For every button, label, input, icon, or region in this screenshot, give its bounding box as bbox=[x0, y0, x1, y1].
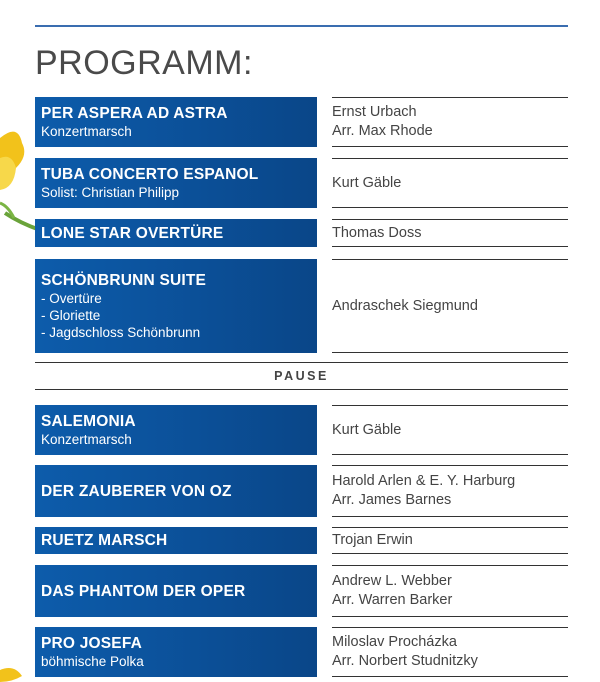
composer-line: Trojan Erwin bbox=[332, 532, 413, 548]
composer-line: Harold Arlen & E. Y. Harburg bbox=[332, 473, 516, 489]
piece-subtitle: Konzertmarsch bbox=[41, 432, 132, 447]
daffodil-icon bbox=[0, 118, 40, 248]
piece-subtitle: - Gloriette bbox=[41, 308, 101, 323]
piece-block bbox=[35, 627, 317, 677]
program-row bbox=[35, 627, 568, 677]
composer-cell bbox=[332, 527, 568, 554]
page-title: PROGRAMM: bbox=[35, 44, 253, 82]
composer-line: Kurt Gäble bbox=[332, 174, 402, 191]
piece-block bbox=[35, 219, 317, 247]
piece-title: TUBA CONCERTO ESPANOL bbox=[41, 166, 259, 183]
piece-block bbox=[35, 465, 317, 517]
program-row bbox=[35, 97, 568, 147]
piece-title: PER ASPERA AD ASTRA bbox=[41, 105, 228, 122]
piece-title: SALEMONIA bbox=[41, 413, 136, 430]
composer-cell bbox=[332, 627, 568, 677]
piece-title: LONE STAR OVERTÜRE bbox=[41, 224, 224, 242]
piece-subtitle: Konzertmarsch bbox=[41, 124, 132, 139]
program-row bbox=[35, 259, 568, 353]
composer-cell bbox=[332, 158, 568, 208]
piece-subtitle: - Overtüre bbox=[41, 291, 102, 306]
piece-block bbox=[35, 97, 317, 147]
piece-title: DAS PHANTOM DER OPER bbox=[41, 582, 246, 600]
piece-title: SCHÖNBRUNN SUITE bbox=[41, 272, 207, 289]
composer-cell bbox=[332, 465, 568, 517]
program-row bbox=[35, 565, 568, 617]
composer-line: Kurt Gäble bbox=[332, 421, 402, 438]
composer-cell bbox=[332, 565, 568, 617]
piece-subtitle: - Jagdschloss Schönbrunn bbox=[41, 325, 201, 340]
program-row bbox=[35, 219, 568, 247]
piece-subtitle: Solist: Christian Philipp bbox=[41, 185, 180, 200]
composer-line: Arr. Max Rhode bbox=[332, 123, 433, 139]
composer-line: Andraschek Siegmund bbox=[332, 297, 478, 314]
program-row bbox=[35, 527, 568, 554]
composer-line: Arr. Warren Barker bbox=[332, 592, 453, 608]
composer-line: Ernst Urbach bbox=[332, 104, 417, 120]
pause-divider: PAUSE bbox=[35, 362, 568, 390]
program-row bbox=[35, 158, 568, 208]
top-rule bbox=[35, 25, 568, 27]
composer-cell bbox=[332, 259, 568, 353]
piece-block bbox=[35, 565, 317, 617]
piece-subtitle: böhmische Polka bbox=[41, 654, 144, 669]
piece-title: PRO JOSEFA bbox=[41, 635, 143, 652]
piece-block bbox=[35, 158, 317, 208]
composer-line: Arr. Norbert Studnitzky bbox=[332, 653, 478, 669]
program-row bbox=[35, 405, 568, 455]
program-row bbox=[35, 465, 568, 517]
composer-line: Arr. James Barnes bbox=[332, 492, 452, 508]
composer-line: Andrew L. Webber bbox=[332, 573, 452, 589]
piece-title: DER ZAUBERER VON OZ bbox=[41, 482, 232, 500]
composer-cell bbox=[332, 219, 568, 247]
daffodil-icon bbox=[0, 662, 30, 682]
piece-title: RUETZ MARSCH bbox=[41, 532, 168, 549]
piece-block bbox=[35, 405, 317, 455]
composer-cell bbox=[332, 97, 568, 147]
piece-block bbox=[35, 259, 317, 353]
composer-line: Thomas Doss bbox=[332, 224, 422, 241]
composer-cell bbox=[332, 405, 568, 455]
piece-block bbox=[35, 527, 317, 554]
composer-line: Miloslav Procházka bbox=[332, 634, 457, 650]
